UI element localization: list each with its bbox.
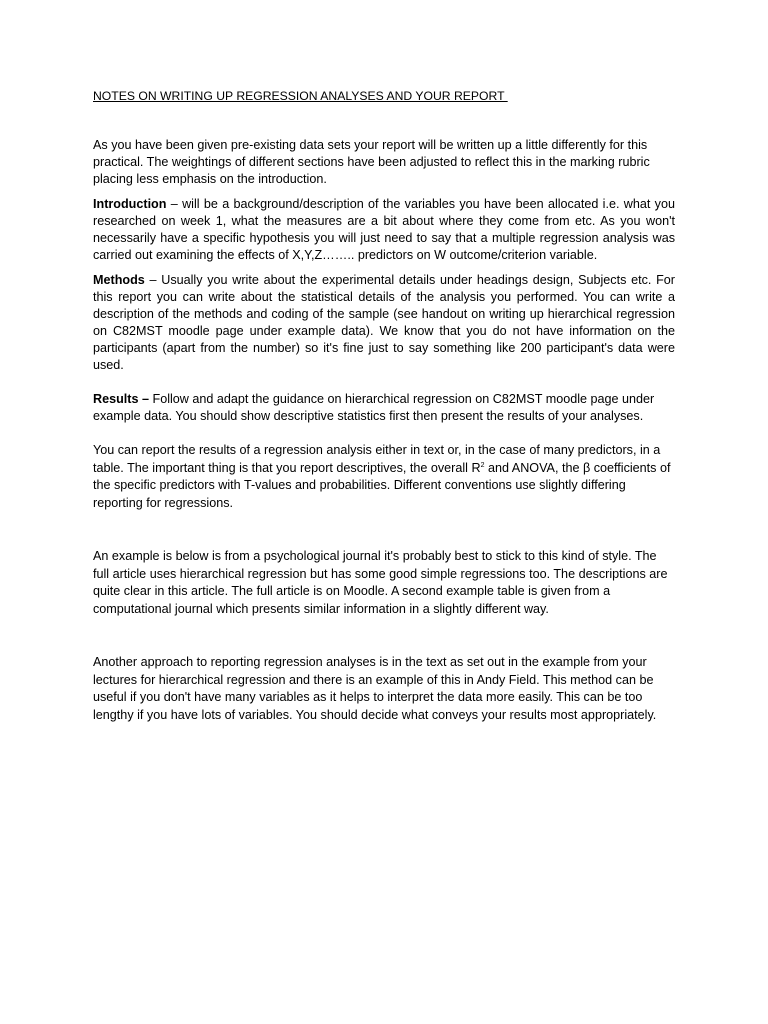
intro-paragraph: As you have been given pre-existing data sets your report will be written up a little differently for this practical. The weightings of different sections have been adjusted to reflect this in the marking rubric placing less emphasis on the introduction. <box>93 138 650 186</box>
document-title: NOTES ON WRITING UP REGRESSION ANALYSES AND YOUR REPORT <box>93 89 508 103</box>
introduction-heading: Introduction <box>93 197 167 211</box>
reporting-text-part2: and ANOVA, the β coefficients of the specific predictors with T-values and probabilities. Different conventions use slightly differing reporting for regressions. <box>93 460 671 510</box>
reporting-text-part1: You can report the results of a regression analysis either in text or, in the case of many predictors, in a table. The important thing is that you report descriptives, the overall R <box>93 443 661 475</box>
introduction-text: – will be a background/description of the variables you have been allocated i.e. what you researched on week 1, what the measures are a bit about where they come from etc. As you won't necessarily have a specific hypothesis you will just need to say that a multiple regression analysis was carried out examining the effects of X,Y,Z…….. predictors on W outcome/criterion variable. <box>93 197 675 262</box>
document-page <box>93 88 675 724</box>
r-squared-superscript: 2 <box>480 461 485 469</box>
approach-paragraph: Another approach to reporting regression analyses is in the text as set out in the example from your lectures for hierarchical regression and there is an example of this in Andy Field. This method can be useful if you don't have many variables as it helps to interpret the data more easily. This can be too lengthy if you have lots of variables. You should decide what conveys your results most appropriately. <box>93 655 657 722</box>
example-paragraph: An example is below is from a psychological journal it's probably best to stick to this kind of style. The full article uses hierarchical regression but has some good simple regressions too. The descriptions are quite clear in this article. The full article is on Moodle. A second example table is given from a computational journal which presents similar information in a slightly different way. <box>93 549 668 616</box>
introduction-paragraph <box>93 196 675 264</box>
results-heading: Results – <box>93 392 149 406</box>
methods-paragraph <box>93 272 675 374</box>
reporting-paragraph <box>93 442 675 512</box>
results-paragraph <box>93 391 675 425</box>
methods-text: – Usually you write about the experimental details under headings design, Subjects etc. For this report you can write about the statistical details of the analysis you performed. You can write a description of the methods and coding of the sample (see handout on writing up hierarchical regression on C82MST moodle page under example data). We know that you do not have information on the participants (apart from the number) so it's fine just to say something like 200 participant's data were used. <box>93 273 675 372</box>
methods-heading: Methods <box>93 273 145 287</box>
results-text: Follow and adapt the guidance on hierarchical regression on C82MST moodle page under example data. You should show descriptive statistics first then present the results of your analyses. <box>93 392 655 423</box>
